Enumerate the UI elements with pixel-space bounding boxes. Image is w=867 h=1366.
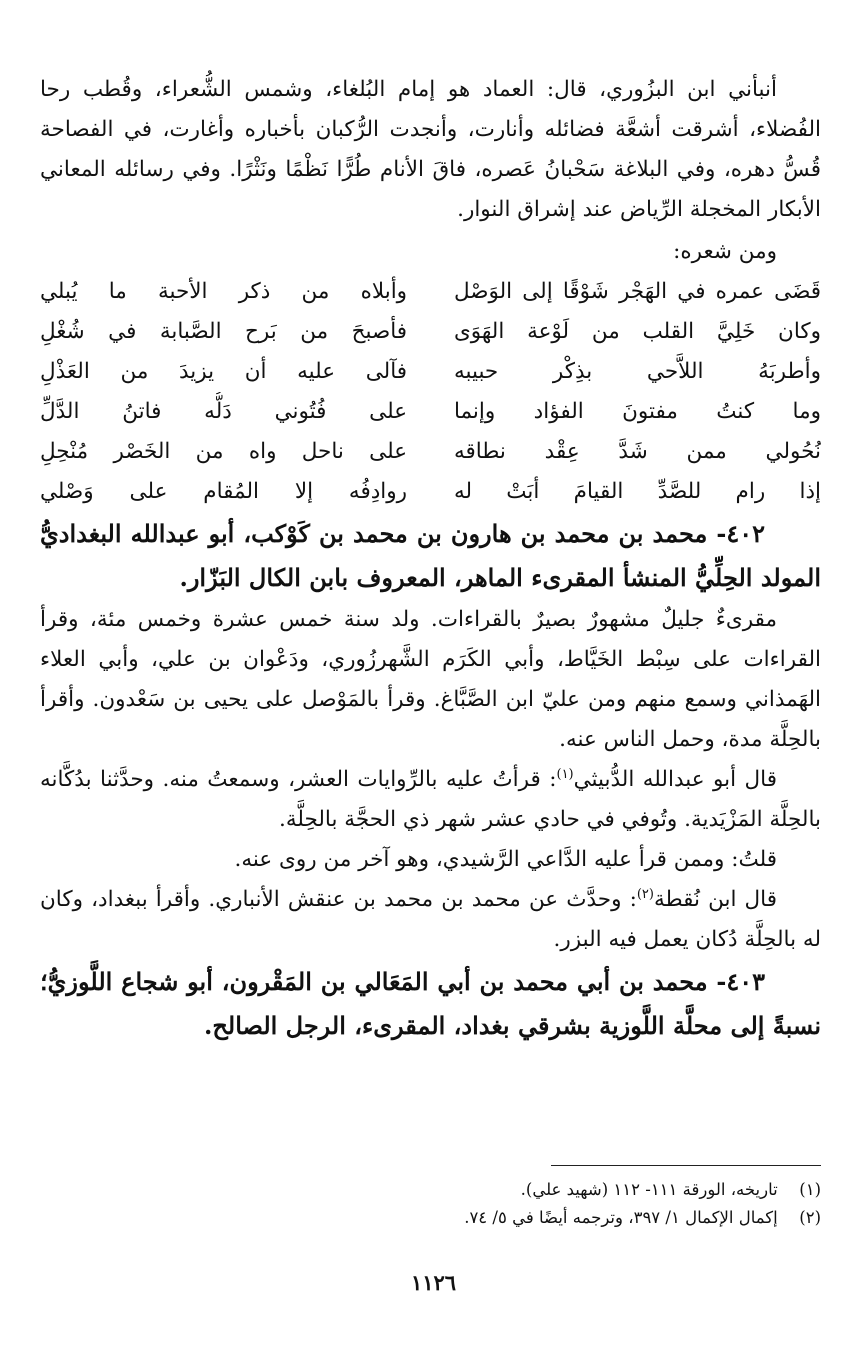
- verse: [40, 352, 821, 392]
- verse: [40, 312, 821, 352]
- quote-source: قال أبو عبدالله الدُّبيثي: [573, 767, 777, 792]
- quote-text: : قرأتُ عليه بالرِّوايات العشر، وسمعتُ منه. وحدَّثنا بدُكَّانه بالحِلَّة المَزْيَدية. وتُوفي في حادي عشر شهر ذي الحجَّة بالحِلَّة.: [40, 767, 821, 832]
- entry-402-author-note: قلتُ: وممن قرأ عليه الدَّاعي الرَّشيدي، وهو آخر من روى عنه.: [234, 847, 777, 872]
- entry-402-paragraph: مقرىءٌ جليلٌ مشهورٌ بصيرٌ بالقراءات. ولد سنة خمس عشرة وخمس مئة، وقرأ القراءات على سِبْط الخَيَّاط، وأبي الكَرَم الشَّهرزُوري، ودَعْوان بن علي، وأبي العلاء الهَمذاني وسمع منهم ومن عليّ ابن الصَّبَّاغ. وقرأ بالمَوْصل على يحيى بن سَعْدون. وأقرأ بالحِلَّة مدة، وحمل الناس عنه.: [40, 607, 822, 752]
- footnote-divider: [551, 1165, 821, 1166]
- entry-number: ٤٠٣-: [716, 967, 766, 996]
- verse: [40, 472, 821, 512]
- verse-second-hemistich: على ناحل واه من الخَصْر مُنْحِلِ: [40, 439, 408, 464]
- verse: [40, 432, 821, 472]
- verse-second-hemistich: فآلى عليه أن يزيدَ من العَذْلِ: [40, 359, 408, 384]
- footnote: [41, 1204, 821, 1232]
- verse-second-hemistich: على فُتُوني دَلُّه فاتنُ الدَّلِّ: [40, 399, 408, 424]
- footnotes: [41, 1176, 821, 1232]
- footnote-ref[interactable]: (١): [556, 766, 574, 782]
- entry-403-heading: [40, 960, 821, 1048]
- footnote-text: إكمال الإكمال ١/ ٣٩٧، وترجمه أيضًا في ٥/ ٧٤.: [464, 1208, 778, 1227]
- verse-second-hemistich: وأبلاه من ذكر الأحبة ما يُبلي: [40, 279, 408, 304]
- quote-text: : وحدَّث عن محمد بن محمد بن عنقش الأنباري. وأقرأ ببغداد، وكان له بالحِلَّة دُكان يعمل فيه البزر.: [40, 887, 821, 952]
- verse-first-hemistich: وما كنتُ مفتونَ الفؤاد وإنما: [453, 399, 821, 424]
- entry-number: ٤٠٢-: [716, 519, 765, 548]
- entry-402-heading: [40, 512, 821, 600]
- verse-first-hemistich: إذا رام للصَّدِّ القيامَ أبَتْ له: [453, 479, 821, 504]
- verse: [40, 392, 821, 432]
- footnote-ref[interactable]: (٢): [636, 886, 654, 902]
- verse-first-hemistich: وأطربَهُ اللاَّحي بذِكْر حبيبه: [453, 359, 821, 384]
- entry-402-nuqta-quote: [40, 880, 821, 960]
- footnote-number: (١): [799, 1180, 821, 1199]
- verse-second-hemistich: فأصبحَ من بَرح الصَّبابة في شُغْلِ: [40, 319, 408, 344]
- verse-first-hemistich: وكان خَلِيَّ القلب من لَوْعة الهَوَى: [453, 319, 821, 344]
- verse: [40, 272, 821, 312]
- verse-second-hemistich: روادِفُه إلا المُقام على وَصْلي: [40, 479, 408, 504]
- entry-402-dubaythi-quote: [40, 760, 821, 840]
- footnote-number: (٢): [799, 1208, 821, 1227]
- poem-intro: ومن شعره:: [673, 239, 777, 264]
- footnote: [41, 1176, 821, 1204]
- entry-title: محمد بن أبي محمد بن أبي المَعَالي بن المَقْرون، أبو شجاع اللَّوزيُّ؛ نسبةً إلى محلَّة اللَّوزية بشرقي بغداد، المقرىء، الرجل الصالح.: [40, 967, 821, 1040]
- quote-source: قال ابن نُقطة: [653, 887, 778, 912]
- poem: [40, 272, 821, 512]
- intro-paragraph: أنبأني ابن البزُوري، قال: العماد هو إمام البُلغاء، وشمس الشُّعراء، وقُطب رحا الفُضلاء، أشرقت أشعَّة فضائله وأنارت، وأنجدت الرُّكبان بأخباره وأغارت، في الفصاحة قُسُّ دهره، وفي البلاغة سَحْبانُ عَصره، فاقَ الأنام طُرًّا نَظْمًا ونَثْرًا. وفي رسائله المعاني الأبكار المخجلة الرِّياض عند إشراق النوار.: [40, 77, 821, 222]
- page-number: ١١٢٦: [410, 1270, 457, 1295]
- entry-title: محمد بن محمد بن هارون بن محمد بن كَوْكب، أبو عبدالله البغداديُّ المولد الحِلِّيُّ المنشأ المقرىء الماهر، المعروف بابن الكال البَزّار.: [40, 519, 821, 592]
- footnote-text: تاريخه، الورقة ١١١- ١١٢ (شهيد علي).: [520, 1180, 778, 1199]
- verse-first-hemistich: نُحُولي ممن شَدَّ عِقْد نطاقه: [453, 439, 821, 464]
- verse-first-hemistich: قَضَى عمره في الهَجْر شَوْقًا إلى الوَصْل: [453, 279, 821, 304]
